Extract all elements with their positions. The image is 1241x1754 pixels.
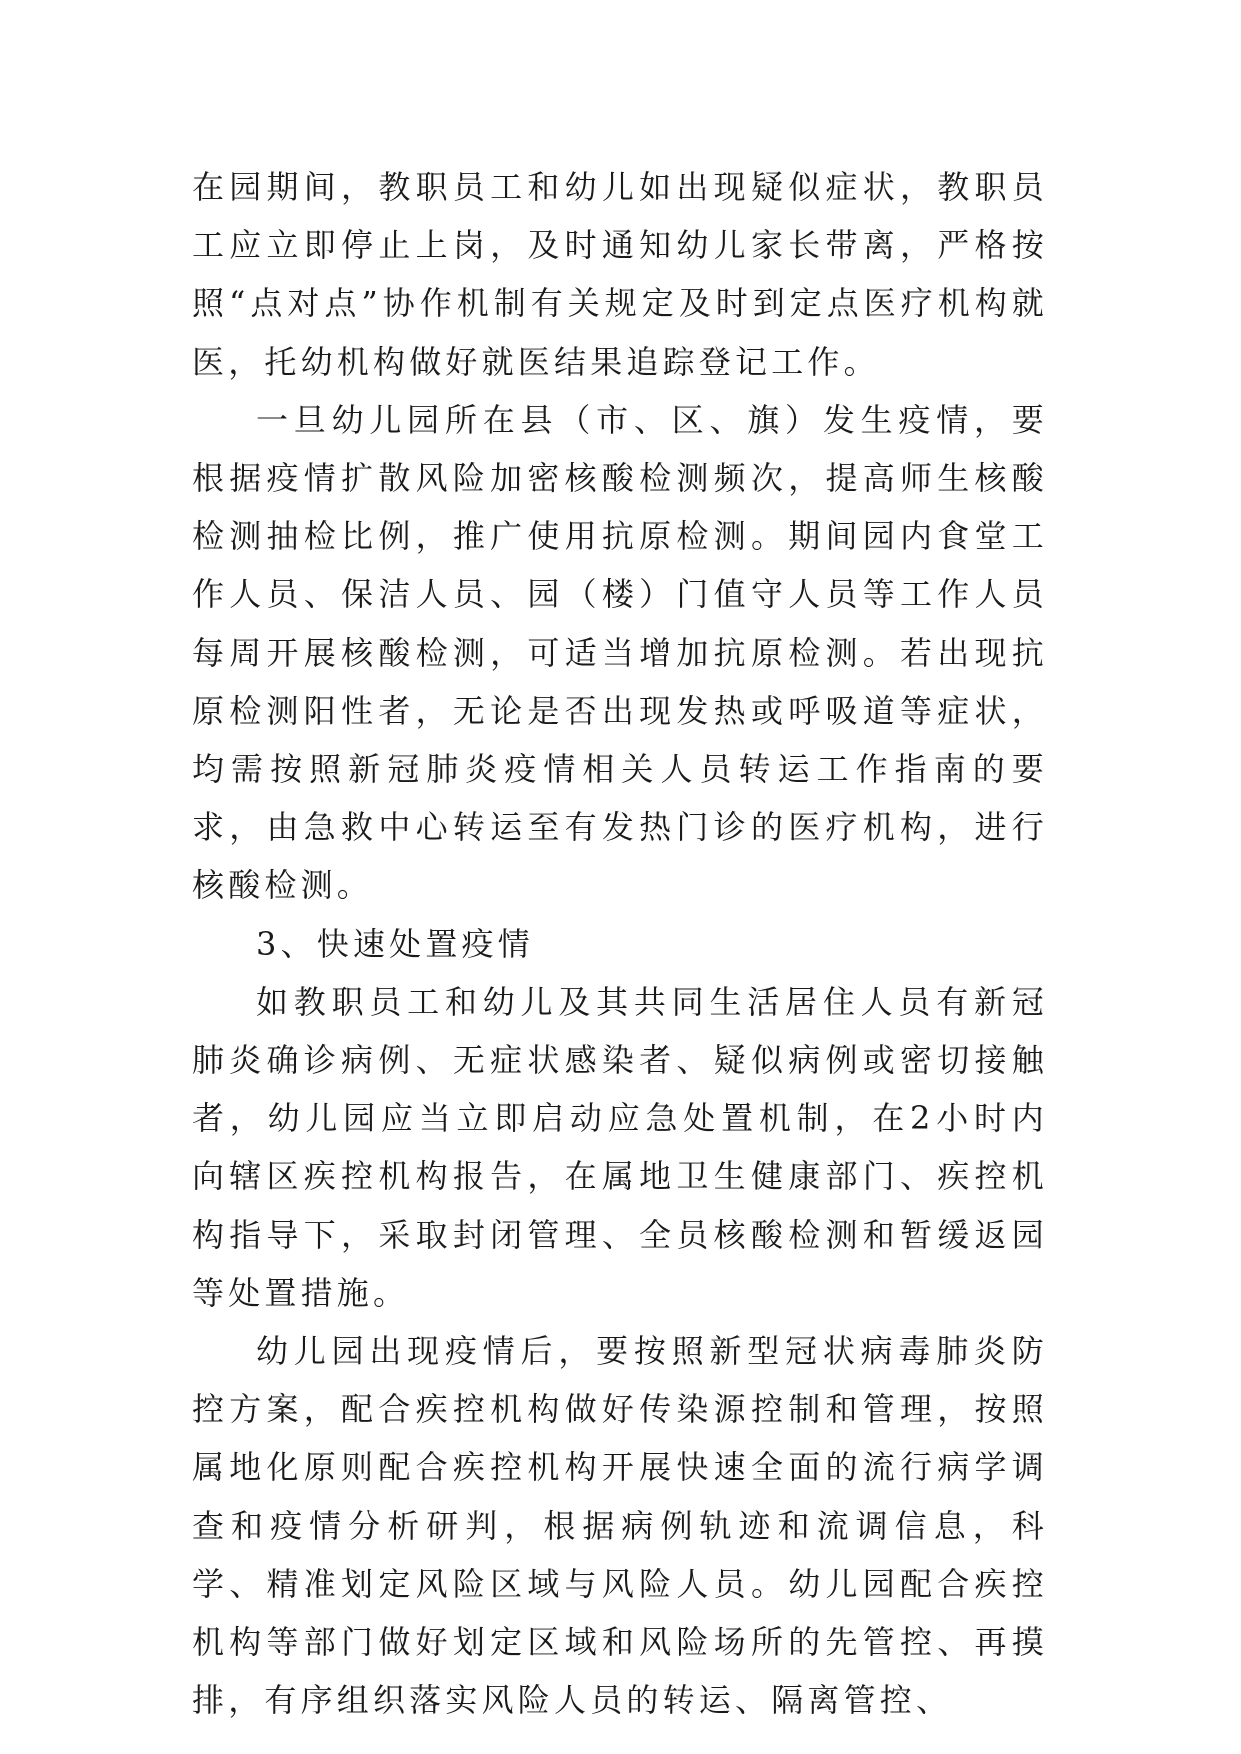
paragraph-outbreak-testing: 一旦幼儿园所在县（市、区、旗）发生疫情，要根据疫情扩散风险加密核酸检测频次，提高师生核酸检测抽检比例，推广使用抗原检测。期间园内食堂工作人员、保洁人员、园（楼）门值守人员等工作人员每周开展核酸检测，可适当增加抗原检测。若出现抗原检测阳性者，无论是否出现发热或呼吸道等症状，均需按照新冠肺炎疫情相关人员转运工作指南的要求，由急救中心转运至有发热门诊的医疗机构，进行核酸检测。 (192, 400, 1048, 905)
paragraph-symptom-handling: 在园期间，教职员工和幼儿如出现疑似症状，教职员工应立即停止上岗，及时通知幼儿家长带离，严格按照“点对点”协作机制有关规定及时到定点医疗机构就医，托幼机构做好就医结果追踪登记工作。 (192, 168, 1048, 381)
paragraph-emergency-mechanism: 如教职员工和幼儿及其共同生活居住人员有新冠肺炎确诊病例、无症状感染者、疑似病例或密切接触者，幼儿园应当立即启动应急处置机制，在2小时内向辖区疾控机构报告，在属地卫生健康部门、疾控机构指导下，采取封闭管理、全员核酸检测和暂缓返园等处置措施。 (192, 982, 1048, 1312)
section-heading-rapid-response: 3、快速处置疫情 (256, 924, 534, 963)
paragraph-post-outbreak-measures: 幼儿园出现疫情后，要按照新型冠状病毒肺炎防控方案，配合疾控机构做好传染源控制和管理，按照属地化原则配合疾控机构开展快速全面的流行病学调查和疫情分析研判，根据病例轨迹和流调信息，科学、精准划定风险区域与风险人员。幼儿园配合疾控机构等部门做好划定区域和风险场所的先管控、再摸排，有序组织落实风险人员的转运、隔离管控、 (192, 1332, 1048, 1720)
document-body (192, 158, 1048, 1729)
